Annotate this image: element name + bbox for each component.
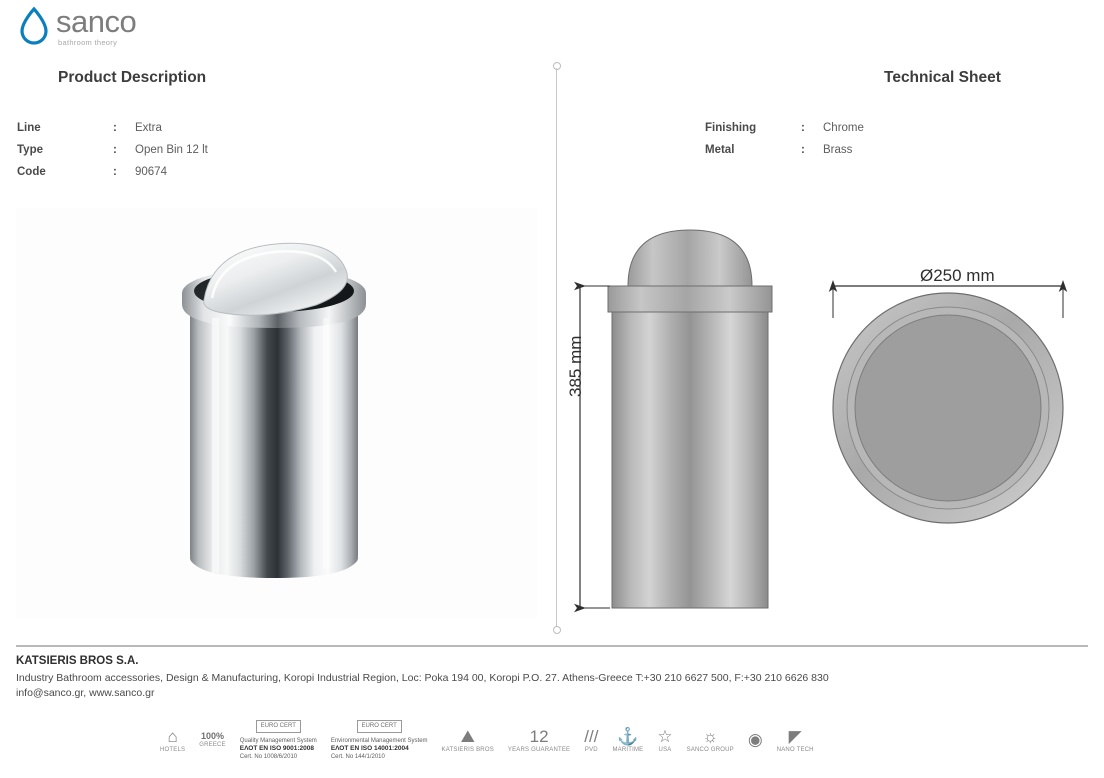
section-divider [556,62,558,634]
spec-key: Line [17,122,41,134]
cert-caption: NANO TECH [776,746,814,753]
cert-pvd [584,727,598,754]
iso-line-2: EΛΟΤ EN ISO 14001:2004 [330,744,409,752]
spec-value: 90674 [135,166,167,178]
brand-logo [14,6,136,48]
spec-value: Brass [823,144,853,156]
brand-name: sanco [56,4,137,39]
cert-caption: MARITIME [612,746,644,753]
spec-colon: : [113,166,117,178]
seal-icon: ◉ [747,730,763,749]
cert-iso-9001 [240,720,317,761]
technical-sheet-table [705,122,864,166]
cert-caption: PVD [584,746,598,753]
cert-sanco-group [687,727,734,754]
certification-strip [160,712,1090,768]
pvd-icon: /// [584,726,599,746]
water-drop-icon [14,6,54,48]
cert-iso-14001 [331,720,428,761]
eurocert-icon: EURO CERT [256,720,301,733]
cert-twelve-years [508,727,570,754]
cert-caption: GREECE [199,742,226,748]
sanco-group-icon: ☼ [702,726,719,746]
spec-key: Type [17,144,43,156]
spec-value: Chrome [823,122,864,134]
eurocert-icon: EURO CERT [357,720,402,733]
cert-caption: YEARS GUARANTEE [507,746,571,753]
diameter-dimension-label: Ø250 mm [920,266,995,285]
product-description-table [17,122,208,188]
cert-katsieris-bros [442,727,494,754]
iso-line-2: EΛΟΤ EN ISO 9001:2008 [239,744,315,752]
spec-colon: : [801,144,805,156]
cert-maritime [612,727,643,754]
spec-value: Open Bin 12 lt [135,144,208,156]
cert-made-in-greece [199,731,226,749]
footer [16,655,1088,701]
divider-dot-bottom [553,626,561,634]
nano-icon: ◤ [788,726,802,746]
iso-line-1: Quality Management System [239,737,317,744]
footer-contact[interactable]: info@sanco.gr, www.sanco.gr [16,687,155,699]
usa-icon: ☆ [657,726,673,746]
cert-usa [657,727,672,754]
spec-key: Code [17,166,46,178]
iso-line-1: Environmental Management System [330,737,428,744]
spec-colon: : [113,122,117,134]
cert-caption: USA [658,746,672,753]
technical-drawing [560,208,1088,618]
height-dimension-label: 385 mm [566,335,585,397]
cert-hotels [160,727,185,754]
product-photo-image [16,208,538,618]
iso-line-3: Cert. No 1008/6/2010 [239,753,298,760]
iso-9001-icon [240,737,317,761]
spec-row-type [17,144,208,156]
hotels-icon: ⌂ [167,726,178,746]
iso-line-3: Cert. No 144/1/2010 [330,753,385,760]
twelve-years-icon: 12 [529,726,549,746]
technical-drawing-image [560,208,1088,618]
footer-company-name: KATSIERIS BROS S.A. [16,655,139,667]
spec-row-finishing [705,122,864,134]
footer-address: Industry Bathroom accessories, Design & Manufacturing, Koropi Industrial Region, Loc: Poka 194 00, Koropi P.O. 27. Athens-Greece T:+30 210 6627 500, F:+30 210 6626 830 [16,672,829,684]
spec-colon: : [801,122,805,134]
product-photo [16,208,538,618]
brand-tagline: bathroom theory [58,38,118,47]
cert-caption: HOTELS [160,746,186,753]
spec-row-code [17,166,208,178]
spec-row-metal [705,144,864,156]
spec-key: Finishing [705,122,757,134]
spec-colon: : [113,144,117,156]
cert-nano [777,727,814,754]
divider-line [556,68,557,630]
cert-caption: SANCO GROUP [686,746,734,753]
iso-14001-icon [331,737,428,761]
spec-key: Metal [705,144,735,156]
mountain-icon: ⛰ [460,726,475,746]
cert-seal [748,730,763,750]
cert-caption: KATSIERIS BROS [441,746,494,753]
spec-value: Extra [135,122,162,134]
footer-divider [16,645,1088,647]
technical-sheet-title: Technical Sheet [884,69,1001,86]
product-description-title: Product Description [58,69,207,86]
spec-row-line [17,122,208,134]
made-in-greece-icon: 100% [200,731,224,741]
maritime-icon: ⚓ [617,726,639,746]
